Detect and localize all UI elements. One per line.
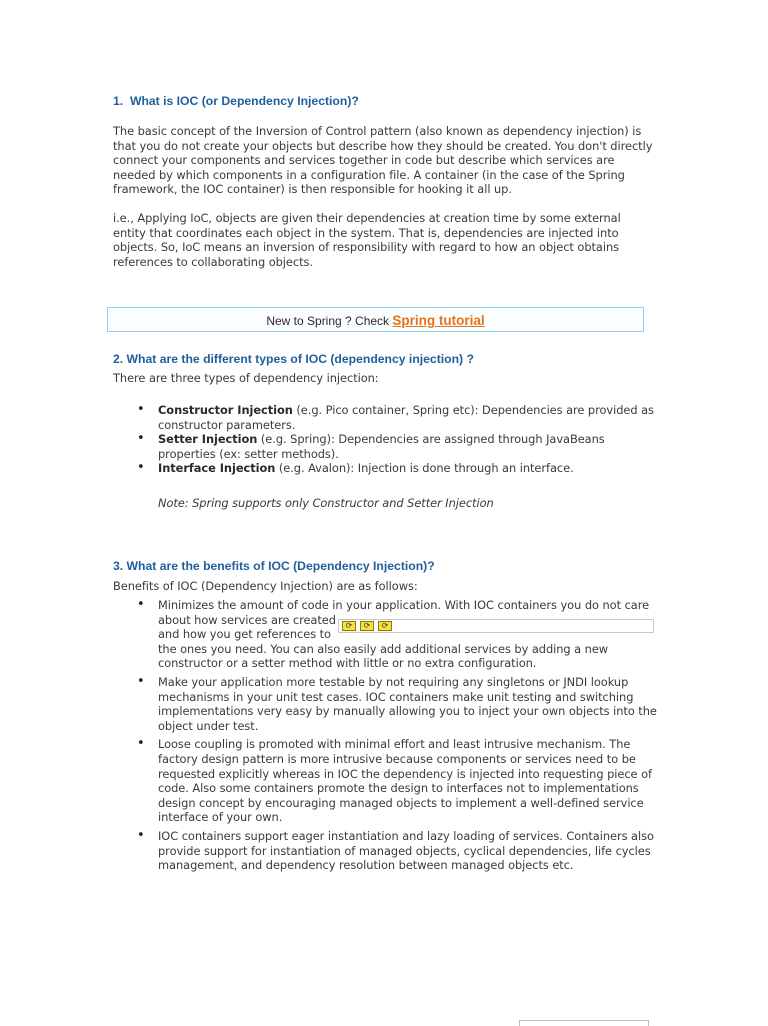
q2-intro: There are three types of dependency injection: [113, 371, 379, 385]
list-item-term: Setter Injection [158, 432, 258, 447]
list-item [137, 460, 658, 476]
q2-note: Note: Spring supports only Constructor and Setter Injection [158, 496, 494, 510]
list-item-term: Constructor Injection [158, 403, 293, 417]
list-item-line: Minimizes the amount of code in your application. With IOC containers you do not care [158, 598, 650, 612]
list-item [137, 402, 658, 432]
bullet-icon: • [137, 736, 145, 752]
list-item [137, 736, 658, 825]
q2-heading: 2. What are the different types of IOC (dependency injection) ? [113, 352, 474, 366]
bullet-icon: • [137, 673, 145, 689]
ad-badge-icon[interactable]: ⟳ [360, 621, 374, 631]
list-item [137, 431, 658, 461]
list-item-text: the ones you need. You can also easily add additional services by adding a new constructor or a setter method with little or no extra configuration. [158, 641, 609, 671]
list-item [137, 597, 658, 671]
list-item-line: about how services are created [158, 612, 336, 627]
ad-badge-icon[interactable]: ⟳ [378, 621, 392, 631]
q1-paragraph-1: The basic concept of the Inversion of Control pattern (also known as dependency injection) is that you do not create your objects but describe how they should be created. You don't directly connect your components and services together in code but describe which services are needed by which components in a configuration file. A container (in the case of the Spring framework, the IOC container) is then responsible for hooking it all up. [113, 124, 653, 197]
list-item-text: Make your application more testable by not requiring any singletons or JNDI lookup mechanisms in your unit test cases. IOC containers make unit testing and switching implementations very easy by manually allowing you to inject your own objects into the object under test. [158, 674, 657, 733]
callout-prefix: New to Spring ? Check [266, 314, 390, 328]
bullet-icon: • [137, 597, 145, 612]
q3-intro: Benefits of IOC (Dependency Injection) are as follows: [113, 579, 418, 593]
q1-title: What is IOC (or Dependency Injection)? [129, 94, 359, 108]
bullet-icon: • [137, 402, 145, 417]
list-item-term: Interface Injection [158, 461, 276, 476]
list-item-line: and how you get references to [158, 627, 331, 642]
bullet-icon: • [137, 460, 145, 476]
list-item-desc: (e.g. Avalon): Injection is done through an interface. [275, 461, 574, 476]
list-item-desc: (e.g. Pico container, Spring etc): Dependencies are provided as constructor parameters. [158, 403, 654, 432]
q1-heading [113, 94, 359, 108]
q2-list [137, 402, 658, 476]
list-item [137, 673, 658, 733]
list-item [137, 827, 658, 873]
ad-badge-icon[interactable]: ⟳ [342, 621, 356, 631]
q3-list [137, 597, 658, 873]
q3-heading: 3. What are the benefits of IOC (Dependency Injection)? [113, 559, 435, 573]
list-item-text: Loose coupling is promoted with minimal effort and least intrusive mechanism. The factory design pattern is more intrusive because components or services need to be requested explicitly whereas in IOC the dependency is injected into requesting piece of code. Also some containers promote the design to interfaces not to implementations design concept by encouraging managed objects to implement a well-defined service interface of your own. [158, 737, 652, 825]
q1-paragraph-2: i.e., Applying IoC, objects are given their dependencies at creation time by some external entity that coordinates each object in the system. That is, dependencies are injected into objects. So, IoC means an inversion of responsibility with regard to how an object obtains references to collaborating objects. [113, 211, 621, 269]
bullet-icon: • [137, 431, 145, 447]
embedded-ad-strip[interactable] [338, 619, 654, 633]
bullet-icon: • [137, 827, 145, 843]
spring-tutorial-callout [107, 307, 644, 332]
spring-tutorial-link[interactable]: Spring tutorial [392, 313, 485, 328]
q1-number: 1. [113, 94, 124, 108]
list-item-desc: (e.g. Spring): Dependencies are assigned through JavaBeans properties (ex: setter methods). [158, 432, 605, 461]
page-corner-box [519, 1020, 649, 1026]
list-item-text: IOC containers support eager instantiation and lazy loading of services. Containers also provide support for instantiation of managed objects, cyclical dependencies, life cycles management, and dependency resolution between managed objects etc. [158, 828, 654, 873]
